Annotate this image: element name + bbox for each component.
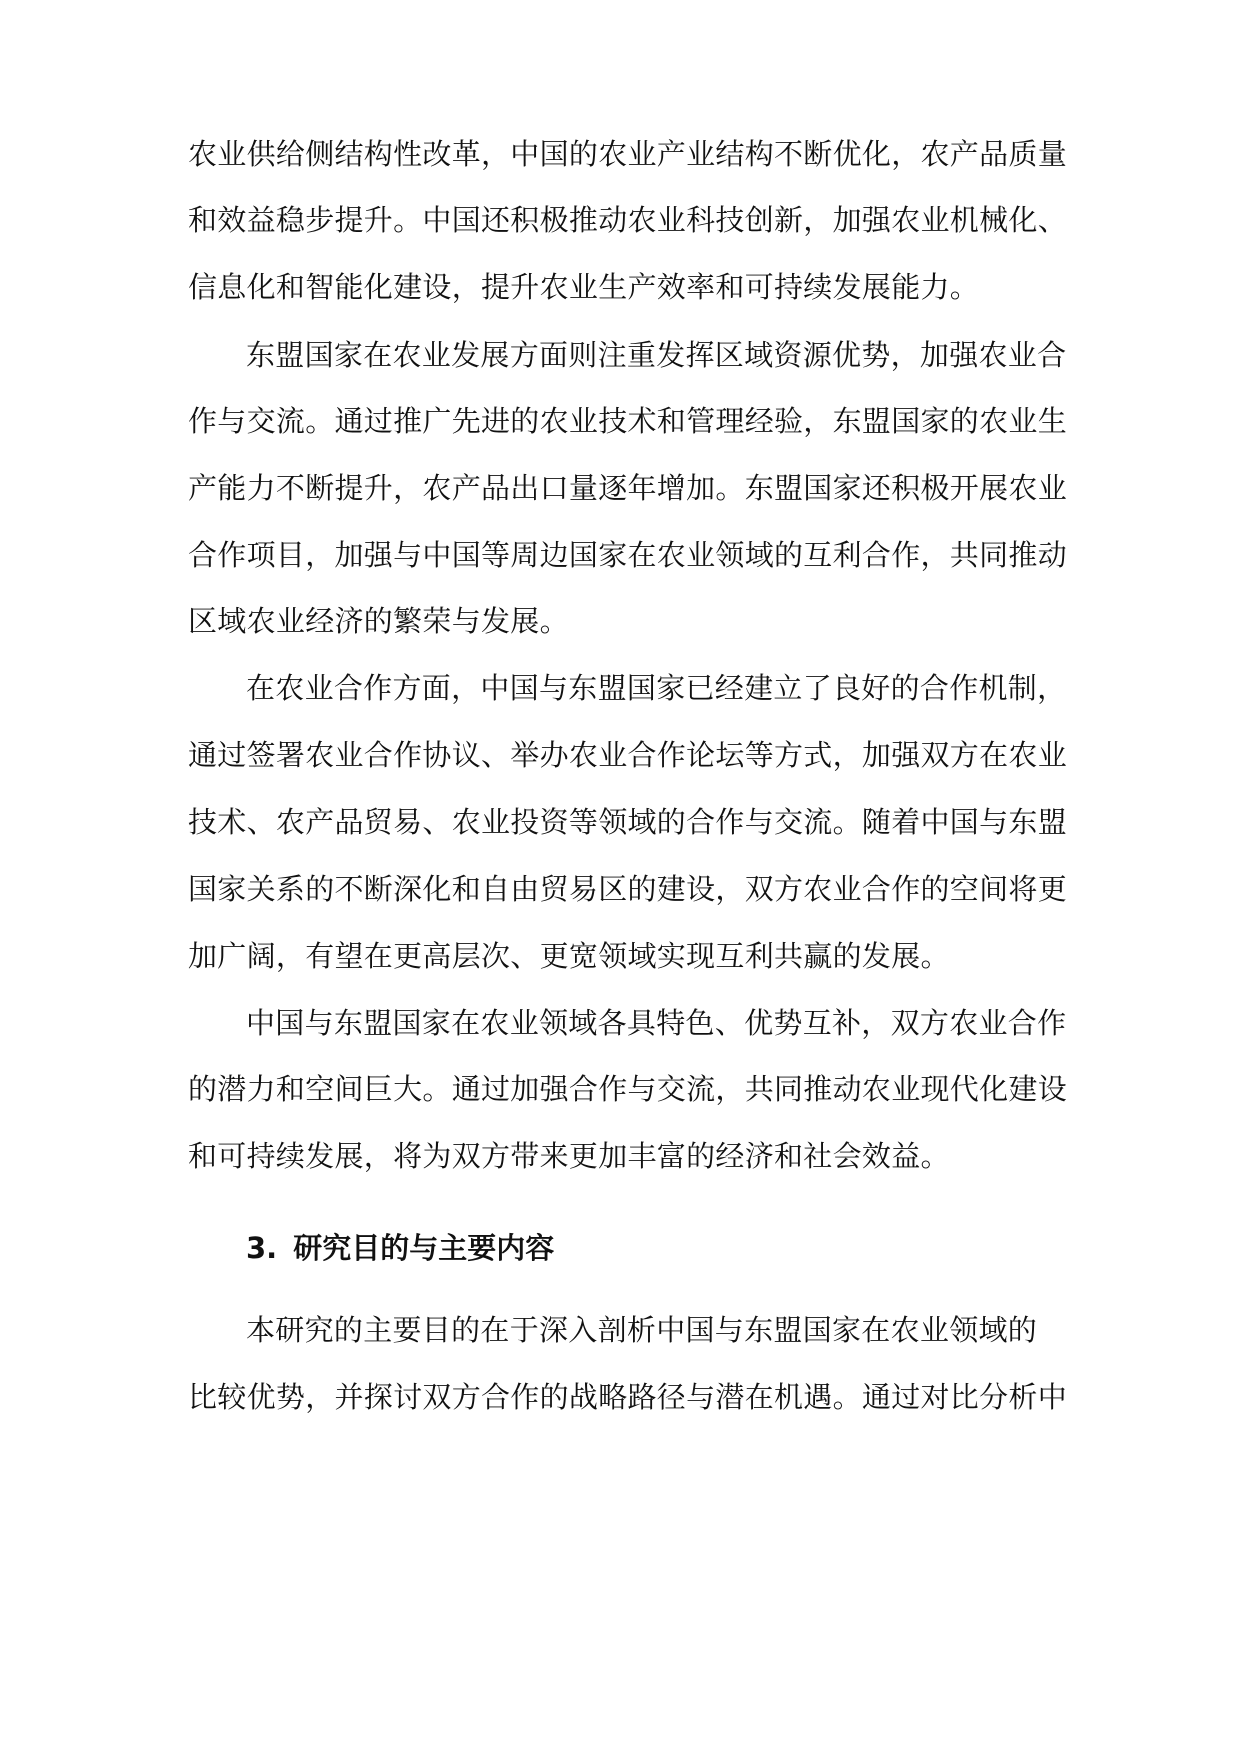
paragraph-3-line-2: 通过签署农业合作协议、举办农业合作论坛等方式，加强双方在农业 xyxy=(188,738,1068,772)
paragraph-1-line-1: 农业供给侧结构性改革，中国的农业产业结构不断优化，农产品质量 xyxy=(188,137,1068,171)
section-paragraph-line-1: 本研究的主要目的在于深入剖析中国与东盟国家在农业领域的 xyxy=(246,1313,1038,1347)
paragraph-2-line-3: 产能力不断提升，农产品出口量逐年增加。东盟国家还积极开展农业 xyxy=(188,471,1068,505)
paragraph-4-line-2: 的潜力和空间巨大。通过加强合作与交流，共同推动农业现代化建设 xyxy=(188,1072,1068,1106)
paragraph-1-line-2: 和效益稳步提升。中国还积极推动农业科技创新，加强农业机械化、 xyxy=(188,203,1068,237)
paragraph-2-line-4: 合作项目，加强与中国等周边国家在农业领域的互利合作，共同推动 xyxy=(188,538,1068,572)
paragraph-4-line-3: 和可持续发展，将为双方带来更加丰富的经济和社会效益。 xyxy=(188,1139,950,1173)
paragraph-3-line-5: 加广阔，有望在更高层次、更宽领域实现互利共赢的发展。 xyxy=(188,939,950,973)
section-paragraph-line-2: 比较优势，并探讨双方合作的战略路径与潜在机遇。通过对比分析中 xyxy=(188,1380,1068,1414)
paragraph-2-line-2: 作与交流。通过推广先进的农业技术和管理经验，东盟国家的农业生 xyxy=(188,404,1068,438)
paragraph-3-line-3: 技术、农产品贸易、农业投资等领域的合作与交流。随着中国与东盟 xyxy=(188,805,1068,839)
paragraph-2-line-5: 区域农业经济的繁荣与发展。 xyxy=(188,604,569,638)
paragraph-2-line-1: 东盟国家在农业发展方面则注重发挥区域资源优势，加强农业合 xyxy=(246,338,1067,372)
paragraph-3-line-1: 在农业合作方面，中国与东盟国家已经建立了良好的合作机制， xyxy=(246,671,1067,705)
section-title: 研究目的与主要内容 xyxy=(293,1231,555,1265)
section-heading xyxy=(246,1228,554,1268)
paragraph-1-line-3: 信息化和智能化建设，提升农业生产效率和可持续发展能力。 xyxy=(188,270,980,304)
paragraph-4-line-1: 中国与东盟国家在农业领域各具特色、优势互补，双方农业合作 xyxy=(246,1006,1067,1040)
section-number: 3. xyxy=(246,1231,278,1265)
paragraph-3-line-4: 国家关系的不断深化和自由贸易区的建设，双方农业合作的空间将更 xyxy=(188,872,1068,906)
